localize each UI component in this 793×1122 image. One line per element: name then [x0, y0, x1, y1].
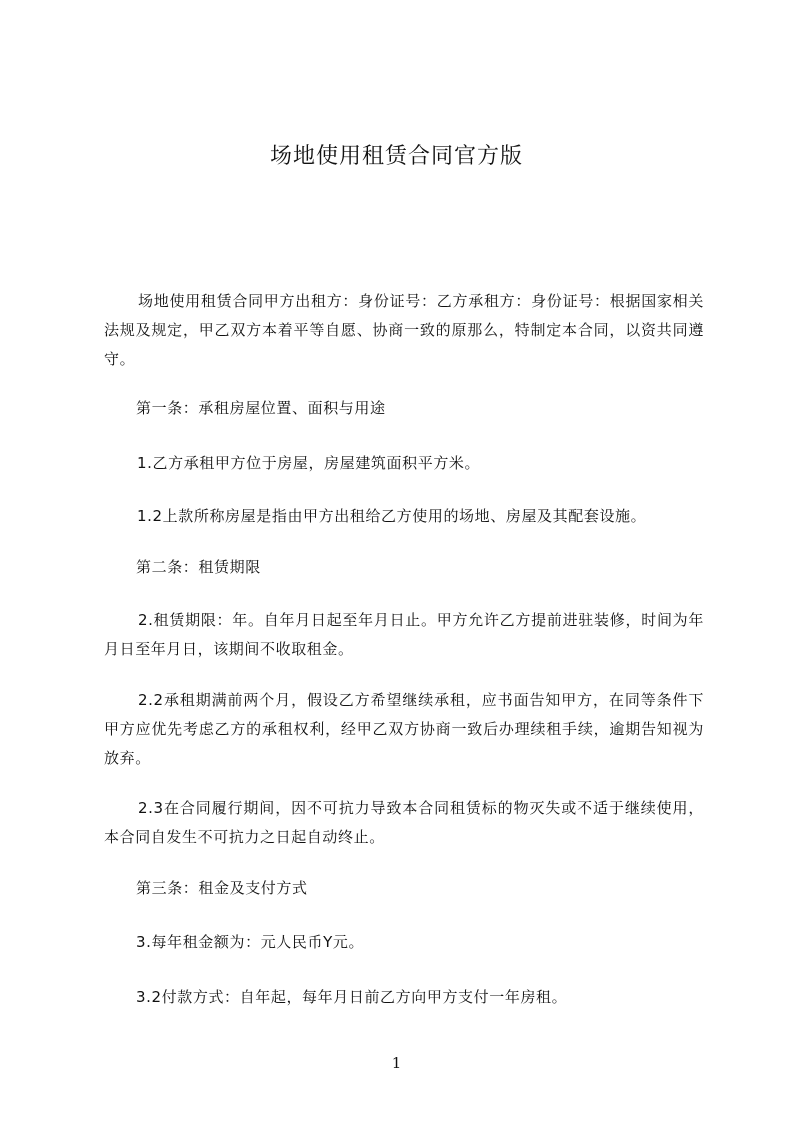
clause-2-1: 2.租赁期限：年。自年月日起至年月日止。甲方允许乙方提前进驻装修，时间为年月日至年月日，该期间不收取租金。 — [104, 611, 704, 658]
page-number: 1 — [391, 1054, 402, 1072]
article-1-heading: 第一条：承租房屋位置、面积与用途 — [136, 399, 386, 417]
document-title: 场地使用租赁合同官方版 — [269, 144, 523, 169]
article-3-heading: 第三条：租金及支付方式 — [136, 879, 308, 897]
clause-3-1: 3.每年租金额为：元人民币Y元。 — [136, 933, 365, 951]
clause-3-2: 3.2付款方式：自年起，每年月日前乙方向甲方支付一年房租。 — [136, 988, 568, 1006]
article-2-heading: 第二条：租赁期限 — [136, 558, 261, 576]
intro-paragraph: 场地使用租赁合同甲方出租方：身份证号：乙方承租方：身份证号：根据国家相关法规及规定，甲乙双方本着平等自愿、协商一致的原那么，特制定本合同，以资共同遵守。 — [104, 292, 704, 368]
clause-1-1: 1.乙方承租甲方位于房屋，房屋建筑面积平方米。 — [137, 454, 481, 472]
clause-2-2: 2.2承租期满前两个月，假设乙方希望继续承租，应书面告知甲方，在同等条件下甲方应优先考虑乙方的承租权利，经甲乙双方协商一致后办理续租手续，逾期告知视为放弃。 — [104, 691, 704, 767]
clause-2-3: 2.3在合同履行期间，因不可抗力导致本合同租赁标的物灭失或不适于继续使用，本合同自发生不可抗力之日起自动终止。 — [104, 799, 704, 846]
clause-1-2: 1.2上款所称房屋是指由甲方出租给乙方使用的场地、房屋及其配套设施。 — [137, 507, 647, 525]
